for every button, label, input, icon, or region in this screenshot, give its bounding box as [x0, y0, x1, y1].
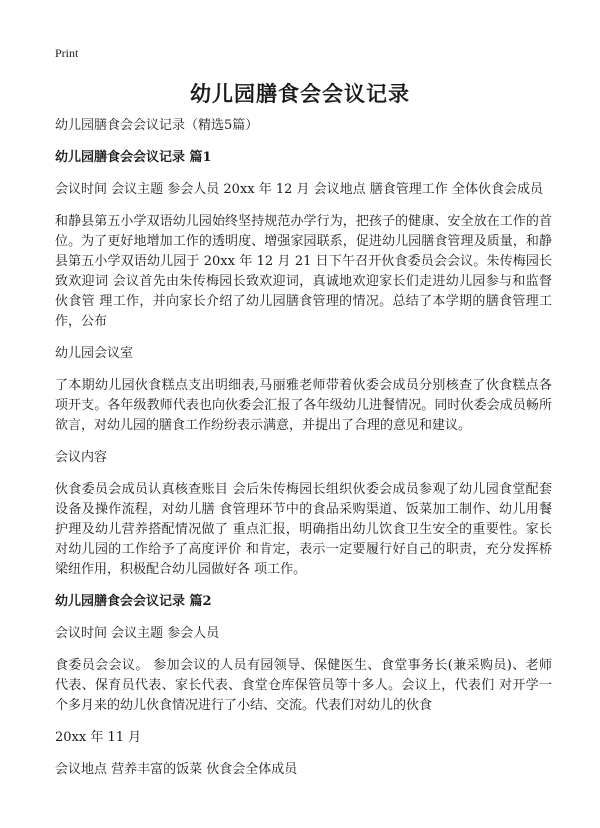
- section-1-heading: 幼儿园膳食会会议记录 篇1: [55, 150, 212, 165]
- section-1-paragraph-3: 伙食委员会成员认真核查账目 会后朱传梅园长组织伙委会成员参观了幼儿园食堂配套设备及操作流程，对幼儿膳 食管理环节中的食品采购渠道、饭菜加工制作、幼儿用餐护理及幼儿营养搭配情况做了 重点汇报，明确指出幼儿饮食卫生安全的重要性。家长对幼儿园的工作给予了高度评价 和肯定，表示一定要履行好自己的职责，充分发挥桥梁纽作用，积极配合幼儿园做好各 项工作。: [55, 482, 552, 577]
- section-2-heading: 幼儿园膳食会会议记录 篇2: [55, 594, 212, 609]
- section-1-meta: 会议时间 会议主题 参会人员 20xx 年 12 月 会议地点 膳食管理工作 全体伙食会成员: [55, 182, 543, 197]
- document-subtitle: 幼儿园膳食会会议记录（精选5篇）: [55, 118, 259, 133]
- section-2-meta-2: 会议地点 营养丰富的饭菜 伙食会全体成员: [55, 762, 298, 777]
- section-1-label-content: 会议内容: [55, 450, 108, 465]
- print-label: Print: [55, 46, 79, 60]
- section-1-paragraph-2: 了本期幼儿园伙食糕点支出明细表,马丽雅老师带着伙委会成员分别核查了伙食糕点各 项开支。各年级教师代表也向伙委会汇报了各年级幼儿进餐情况。同时伙委会成员畅所 欲言，对幼儿园的膳食工作纷纷表示满意，并提出了合理的意见和建议。: [55, 378, 552, 433]
- page-title: 幼儿园膳食会会议记录: [190, 81, 410, 106]
- section-2-meta: 会议时间 会议主题 参会人员: [55, 626, 220, 641]
- document-body: [55, 116, 552, 792]
- section-2-date: 20xx 年 11 月: [55, 730, 142, 745]
- section-1-label-room: 幼儿园会议室: [55, 346, 134, 361]
- section-1-paragraph-1: 和静县第五小学双语幼儿园始终坚持规范办学行为，把孩子的健康、安全放在工作的首位。为了更好地增加工作的透明度、增强家园联系，促进幼儿园膳食管理及质量，和静县第五小学双语幼儿园于 20xx 年 12 月 21 日下午召开伙食委员会会议。朱传梅园长致欢迎词 会议首先由朱传梅园长致欢迎词，真诚地欢迎家长们走进幼儿园参与和监督伙食管 理工作，并向家长介绍了幼儿园膳食管理的情况。总结了本学期的膳食管理工作，公布: [55, 214, 552, 329]
- section-2-paragraph-1: 食委员会会议。 参加会议的人员有园领导、保健医生、食堂事务长(兼采购员)、老师 代表、保育员代表、家长代表、食堂仓库保管员等十多人。会议上，代表们 对开学一个多月来的幼儿伙食情况进行了小结、交流。代表们对幼儿的伙食: [55, 658, 552, 713]
